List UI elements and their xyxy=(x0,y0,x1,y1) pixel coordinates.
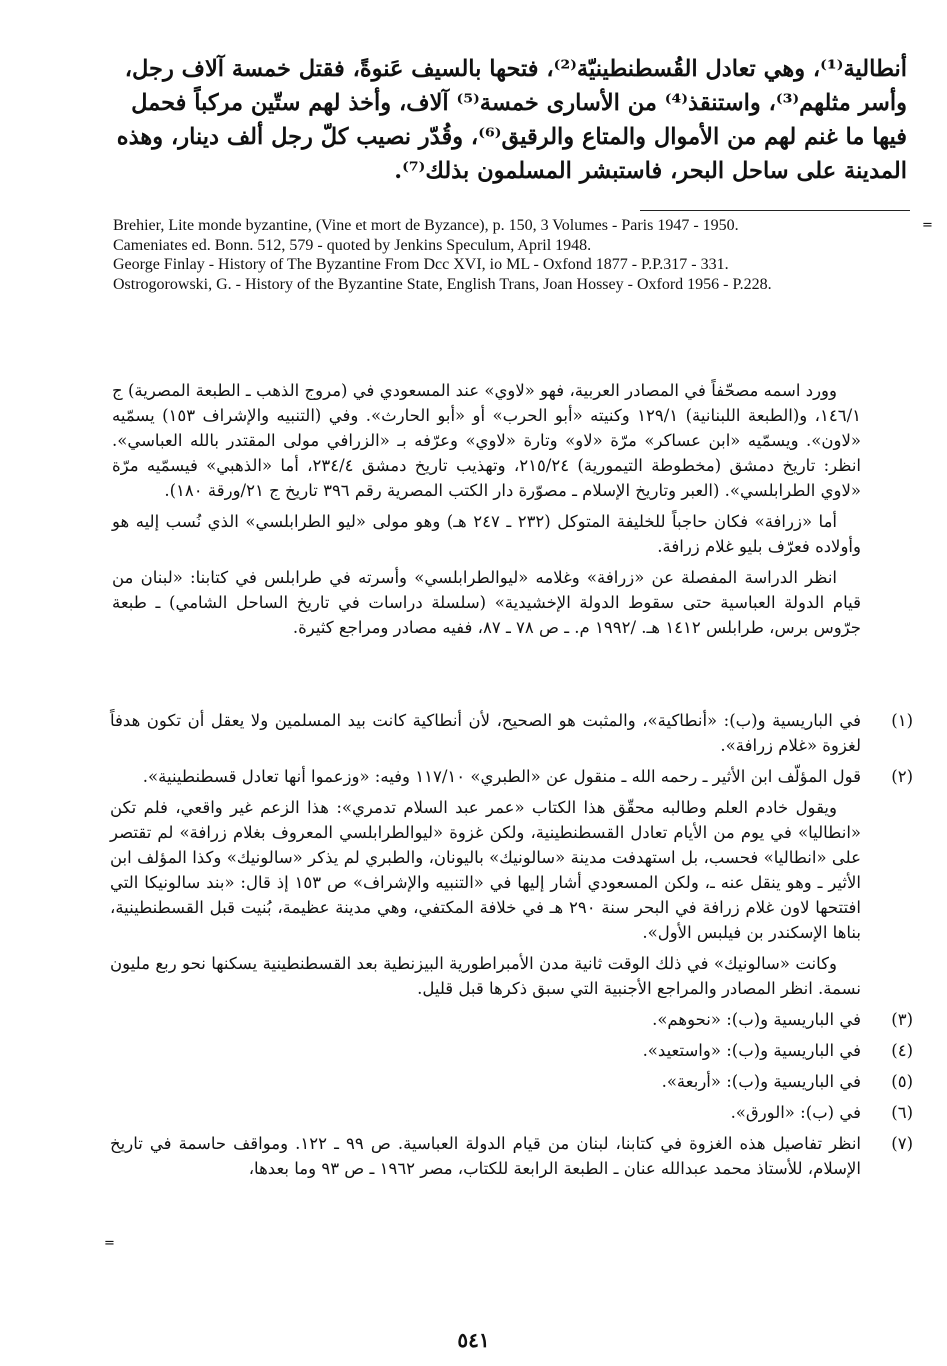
footnote xyxy=(110,1069,921,1094)
main-line: وأسر مثلهم⁽³⁾، واستنقذ⁽⁴⁾ من الأسارى خمسة⁽⁵⁾ آلاف، وأخذ لهم ستّين مركباً فحمل xyxy=(131,90,907,116)
main-text xyxy=(90,52,907,188)
footnote-number: (٧) xyxy=(891,1134,913,1153)
footnote xyxy=(110,1038,921,1063)
footnote-number: (٦) xyxy=(891,1103,913,1122)
continuation-mark-bottom: = xyxy=(104,1236,115,1251)
note-paragraph: وورد اسمه مصحّفاً في المصادر العربية، فهو «لاوي» عند المسعودي في (مروج الذهب ـ الطبعة المصرية) ج ١٤٦/١، و(الطبعة اللبنانية) ١٢٩/١ وكنيته «أبو الحرب» أو «أبو الحارث». وفي (التنبيه والإشراف ١٥٣) يسمّيه «لاون». ويسمّيه «ابن عساكر» مرّة «لاو» وتارة «لاوي» وعرّفه بـ «الزرافي مولى المقتدر بالله العباسي». انظر: تاريخ دمشق (مخطوطة التيمورية) ٢١٥/٢٤، وتهذيب تاريخ دمشق ٢٣٤/٤، أما «الذهبي» فيسمّيه مرّة «لاوي الطرابلسي». (العبر وتاريخ الإسلام ـ مصوّرة دار الكتب المصرية رقم ٣٩٦ تاريخ ج ٢١/ورقة ١٨٠). xyxy=(112,381,862,500)
footnote xyxy=(110,764,921,789)
footnote-continuation: ويقول خادم العلم وطالبه محقّق هذا الكتاب «عمر عبد السلام تدمري»: هذا الزعم غير واقعي، فلم تكن «انطاليا» في يوم من الأيام تعادل القسطنطينية، ولكن غزوة «ليوالطرابلسي المعروف بغلام زرافة» لم تقتصر على «انطاليا» فحسب، بل استهدفت مدينة «سالونيك» باليونان، والطبري لم يذكر «سالونيك» وكذا المؤلف ابن الأثير ـ وهو ينقل عنه ـ، ولكن المسعودي أشار إليها في «التنبيه والإشراف» ص ١٥٣ إذ قال: «بند سالونيكا التي افتتحها لاون غلام زرافة في البحر سنة ٢٩٠ هـ في خلافة المكتفي، وهي مدينة عظيمة، بُنيت قبل القسطنطينية، بناها الإسكندر بن فيلبس الأول». xyxy=(110,798,861,942)
footnote-text: في (ب): «الورق». xyxy=(730,1103,861,1122)
main-line: المدينة على ساحل البحر، فاستبشر المسلمون بذلك⁽⁷⁾. xyxy=(394,158,907,184)
note-paragraph: انظر الدراسة المفصلة عن «زرافة» وغلامه «ليوالطرابلسي» وأسرته في طرابلس في كتابنا: «لبنان من قيام الدولة العباسية حتى سقوط الدولة الإخشيدية» (سلسلة دراسات في تاريخ الساحل الشامي) ـ طبعة جرّوس برس، طرابلس ١٤١٢ هـ. /١٩٩٢ م. ـ ص ٧٨ ـ ٨٧، ففيه مصادر ومراجع كثيرة. xyxy=(112,568,861,637)
main-line: أنطالية⁽¹⁾، وهي تعادل القُسطنطينيّة⁽²⁾، فتحها بالسيف عَنوةً، فقتل خمسة آلاف رجل، xyxy=(124,56,907,82)
footnote xyxy=(110,1100,921,1125)
footnote-number: (٥) xyxy=(891,1072,913,1091)
notes-block xyxy=(112,378,861,646)
footnote-text: في الباريسية و(ب): «أنطاكية»، والمثبت هو الصحيح، لأن أنطاكية كانت بيد المسلمين ولا يعقل أن تكون هدفاً لغزوة «غلام زرافة». xyxy=(110,711,861,755)
main-line: فيها ما غنم لهم من الأموال والمتاع والرقيق⁽⁶⁾، وقُدّر نصيب كلّ رجل ألف دينار، وهذه xyxy=(116,124,907,150)
footnote-number: (٤) xyxy=(891,1041,913,1060)
footnote xyxy=(110,708,921,758)
note-paragraph: أما «زرافة» فكان حاجباً للخليفة المتوكل (٢٣٢ ـ ٢٤٧ هـ) وهو مولى «ليو الطرابلسي» الذي نُسب إليه هو وأولاده فعرّف بليو غلام زرافة. xyxy=(112,512,861,556)
page-number: ٥٤١ xyxy=(457,1328,490,1352)
footnote-number: (٢) xyxy=(891,767,913,786)
latin-references xyxy=(113,216,887,294)
footnote-text: في الباريسية و(ب): «أربعة». xyxy=(661,1072,861,1091)
footnote-number: (١) xyxy=(891,711,913,730)
latin-ref: Brehier, Lite monde byzantine, (Vine et mort de Byzance), p. 150, 3 Volumes - Paris 1947 - 1950. xyxy=(113,217,739,234)
latin-ref: George Finlay - History of The Byzantine From Dcc XVI, io ML - Oxfond 1877 - P.P.317 - 331. xyxy=(113,256,729,273)
main-text-rule xyxy=(640,210,910,211)
footnote-continuation: وكانت «سالونيك» في ذلك الوقت ثانية مدن الأمبراطورية البيزنطية بعد القسطنطينية يسكنها نحو ربع مليون نسمة. انظر المصادر والمراجع الأجنبية التي سبق ذكرها قبل قليل. xyxy=(110,954,861,998)
latin-ref: Ostrogorowski, G. - History of the Byzantine State, English Trans, Joan Hossey - Oxford 1956 - P.228. xyxy=(113,275,772,293)
latin-ref: Cameniates ed. Bonn. 512, 579 - quoted by Jenkins Speculum, April 1948. xyxy=(113,236,592,254)
footnote-text: قول المؤلّف ابن الأثير ـ رحمه الله ـ منقول عن «الطبري» ١١٧/١٠ وفيه: «وزعموا أنها تعادل قسطنطينية». xyxy=(142,767,861,786)
footnote-text: في الباريسية و(ب): «واستعيد». xyxy=(642,1041,861,1060)
footnote-number: (٣) xyxy=(891,1010,913,1029)
footnote xyxy=(110,1131,921,1181)
footnote-text: في الباريسية و(ب): «نحوهم». xyxy=(652,1010,861,1029)
footnote xyxy=(110,1007,921,1032)
footnotes xyxy=(110,708,921,1187)
continuation-mark-top: = xyxy=(922,218,933,233)
footnote-text: انظر تفاصيل هذه الغزوة في كتابنا، لبنان من قيام الدولة العباسية. ص ٩٩ ـ ١٢٢. ومواقف حاسمة في تاريخ الإسلام، للأستاذ محمد عبدالله عنان ـ الطبعة الرابعة للكتاب، مصر ١٩٦٢ ـ ص ٩٣ وما بعدها، xyxy=(110,1134,861,1178)
